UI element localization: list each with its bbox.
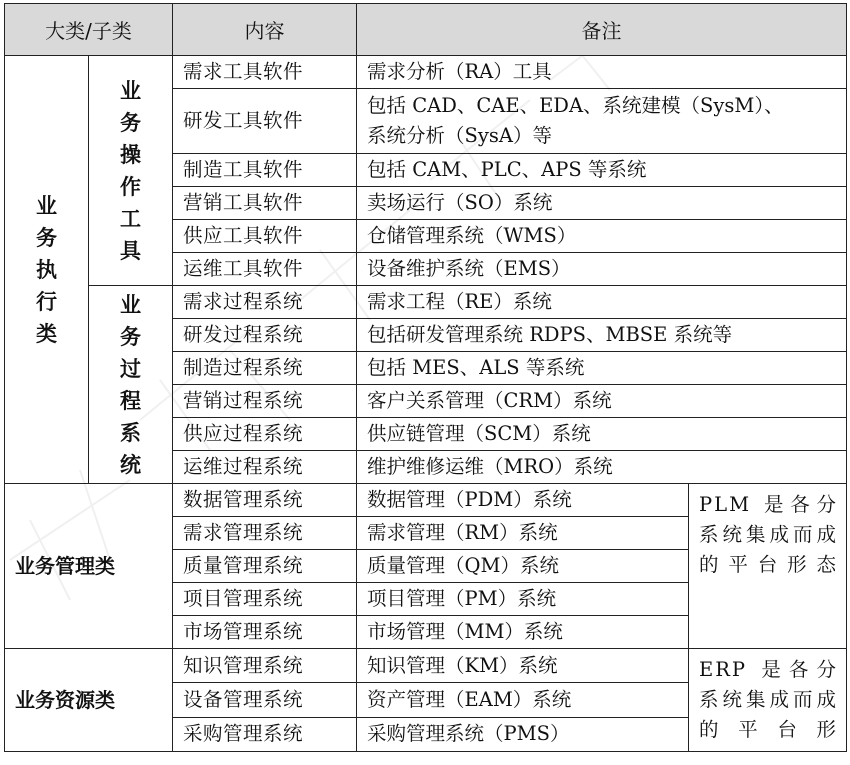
table-row [5, 56, 847, 89]
subcategory-ops-tools: 业务操作工具 [89, 56, 173, 286]
item-cell: 研发工具软件 [173, 89, 357, 154]
item-cell: 供应工具软件 [173, 220, 357, 253]
note-cell [357, 89, 847, 154]
note-cell: 仓储管理系统（WMS） [357, 220, 847, 253]
note-cell: 需求工程（RE）系统 [357, 286, 847, 319]
note-cell: 需求管理（RM）系统 [357, 517, 689, 550]
item-cell: 知识管理系统 [173, 649, 357, 683]
remark-erp: ERP 是各分系统集成而成的平台形 [689, 649, 847, 752]
note-cell: 需求分析（RA）工具 [357, 56, 847, 89]
header-content: 内容 [173, 4, 357, 56]
item-cell: 运维工具软件 [173, 253, 357, 286]
table-row [5, 484, 847, 517]
note-cell: 维护维修运维（MRO）系统 [357, 451, 847, 484]
note-line: 包括 CAD、CAE、EDA、系统建模（SysM）、 [367, 94, 784, 117]
item-cell: 供应过程系统 [173, 418, 357, 451]
item-cell: 运维过程系统 [173, 451, 357, 484]
item-cell: 设备管理系统 [173, 683, 357, 717]
item-cell: 营销过程系统 [173, 385, 357, 418]
header-category: 大类/子类 [5, 4, 173, 56]
note-cell: 质量管理（QM）系统 [357, 550, 689, 583]
item-cell: 数据管理系统 [173, 484, 357, 517]
category-table [4, 3, 847, 752]
note-line: 系统分析（SysA）等 [367, 124, 552, 147]
item-cell: 需求过程系统 [173, 286, 357, 319]
note-cell: 数据管理（PDM）系统 [357, 484, 689, 517]
note-cell: 资产管理（EAM）系统 [357, 683, 689, 717]
item-cell: 制造过程系统 [173, 352, 357, 385]
remark-plm: PLM 是各分系统集成而成的平台形态 [689, 484, 847, 649]
item-cell: 营销工具软件 [173, 187, 357, 220]
note-cell: 项目管理（PM）系统 [357, 583, 689, 616]
note-cell: 采购管理系统（PMS） [357, 717, 689, 751]
subcategory-process-systems: 业务过程系统 [89, 286, 173, 484]
note-cell: 包括研发管理系统 RDPS、MBSE 系统等 [357, 319, 847, 352]
category-resources: 业务资源类 [5, 649, 173, 752]
note-cell: 市场管理（MM）系统 [357, 616, 689, 649]
note-cell: 客户关系管理（CRM）系统 [357, 385, 847, 418]
item-cell: 需求管理系统 [173, 517, 357, 550]
category-management: 业务管理类 [5, 484, 173, 649]
table-row [5, 286, 847, 319]
item-cell: 质量管理系统 [173, 550, 357, 583]
item-cell: 制造工具软件 [173, 154, 357, 187]
item-cell: 项目管理系统 [173, 583, 357, 616]
note-cell: 包括 MES、ALS 等系统 [357, 352, 847, 385]
note-cell: 卖场运行（SO）系统 [357, 187, 847, 220]
note-cell: 包括 CAM、PLC、APS 等系统 [357, 154, 847, 187]
category-exec: 业务执行类 [5, 56, 89, 484]
note-cell: 设备维护系统（EMS） [357, 253, 847, 286]
note-cell: 供应链管理（SCM）系统 [357, 418, 847, 451]
item-cell: 市场管理系统 [173, 616, 357, 649]
note-cell: 知识管理（KM）系统 [357, 649, 689, 683]
item-cell: 采购管理系统 [173, 717, 357, 751]
header-remark: 备注 [357, 4, 847, 56]
table-row [5, 649, 847, 683]
item-cell: 需求工具软件 [173, 56, 357, 89]
header-row [5, 4, 847, 56]
item-cell: 研发过程系统 [173, 319, 357, 352]
